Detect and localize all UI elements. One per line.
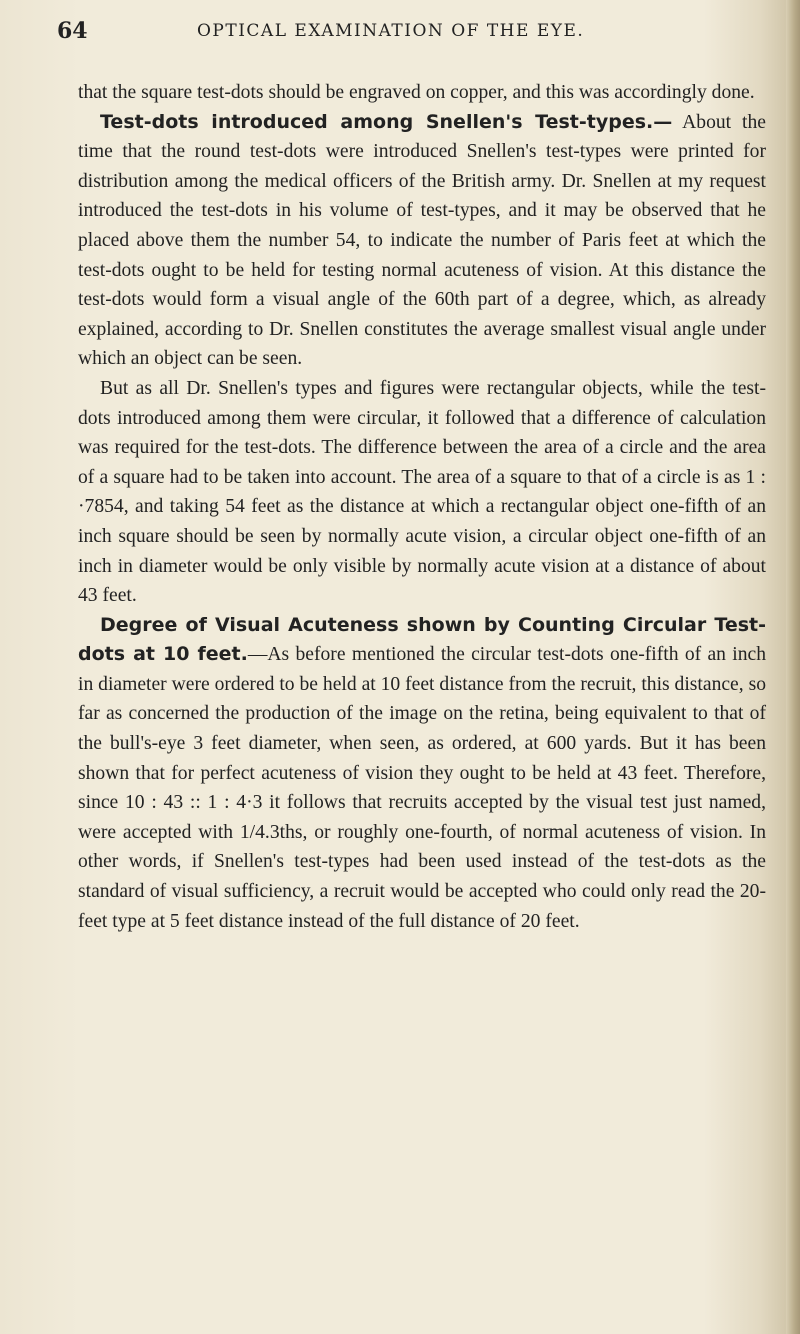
- paragraph-text: But as all Dr. Snellen's types and figures were rectangular objects, while the test-dots introduced among them were circular, it followed that a difference of calculation was required for the test-dots. The difference between the area of a circle and the area of a square had to be taken into account. The area of a square to that of a circle is as 1 : ·7854, and taking 54 feet as the distance at which a rectangular object one-fifth of an inch square should be seen by normally acute vision, a circular object one-fifth of an inch in diameter would be only visible by normally acute vision at a distance of about 43 feet.: [78, 377, 766, 607]
- page-edge: [786, 0, 800, 1334]
- paragraph: [78, 374, 766, 611]
- paragraph-text: that the square test-dots should be engraved on copper, and this was accordingly done.: [78, 82, 755, 103]
- paragraph: [78, 611, 766, 937]
- section-heading: Test-dots introduced among Snellen's Test-types.—: [100, 110, 673, 133]
- body-text: [78, 78, 766, 936]
- page-number: 64: [57, 18, 88, 44]
- running-title: OPTICAL EXAMINATION OF THE EYE.: [197, 21, 585, 41]
- section-heading: Degree of Visual Acuteness shown by Counting Circular Test-dots at 10 feet.: [78, 613, 766, 666]
- paragraph: [78, 108, 766, 374]
- paragraph-text: —As before mentioned the circular test-dots one-fifth of an inch in diameter were ordered to be held at 10 feet distance from the recruit, this distance, so far as concerned the production of the image on the retina, being equivalent to that of the bull's-eye 3 feet diameter, when seen, as ordered, at 600 yards. But it has been shown that for perfect acuteness of vision they ought to be held at 43 feet. Therefore, since 10 : 43 :: 1 : 4·3 it follows that recruits accepted by the visual test just named, were accepted with 1/4.3ths, or roughly one-fourth, of normal acuteness of vision. In other words, if Snellen's test-types had been used instead of the test-dots as the standard of visual sufficiency, a recruit would be accepted who could only read the 20-feet type at 5 feet distance instead of the full distance of 20 feet.: [78, 644, 766, 932]
- paragraph-text: About the time that the round test-dots were introduced Snellen's test-types were printed for distribution among the medical officers of the British army. Dr. Snellen at my request introduced the test-dots in his volume of test-types, and it may be observed that he placed above them the number 54, to indicate the number of Paris feet at which the test-dots ought to be held for testing normal acuteness of vision. At this distance the test-dots would form a visual angle of the 60th part of a degree, which, as already explained, according to Dr. Snellen constitutes the average smallest visual angle under which an object can be seen.: [78, 111, 766, 370]
- paragraph: [78, 78, 766, 108]
- page-header: [57, 18, 750, 52]
